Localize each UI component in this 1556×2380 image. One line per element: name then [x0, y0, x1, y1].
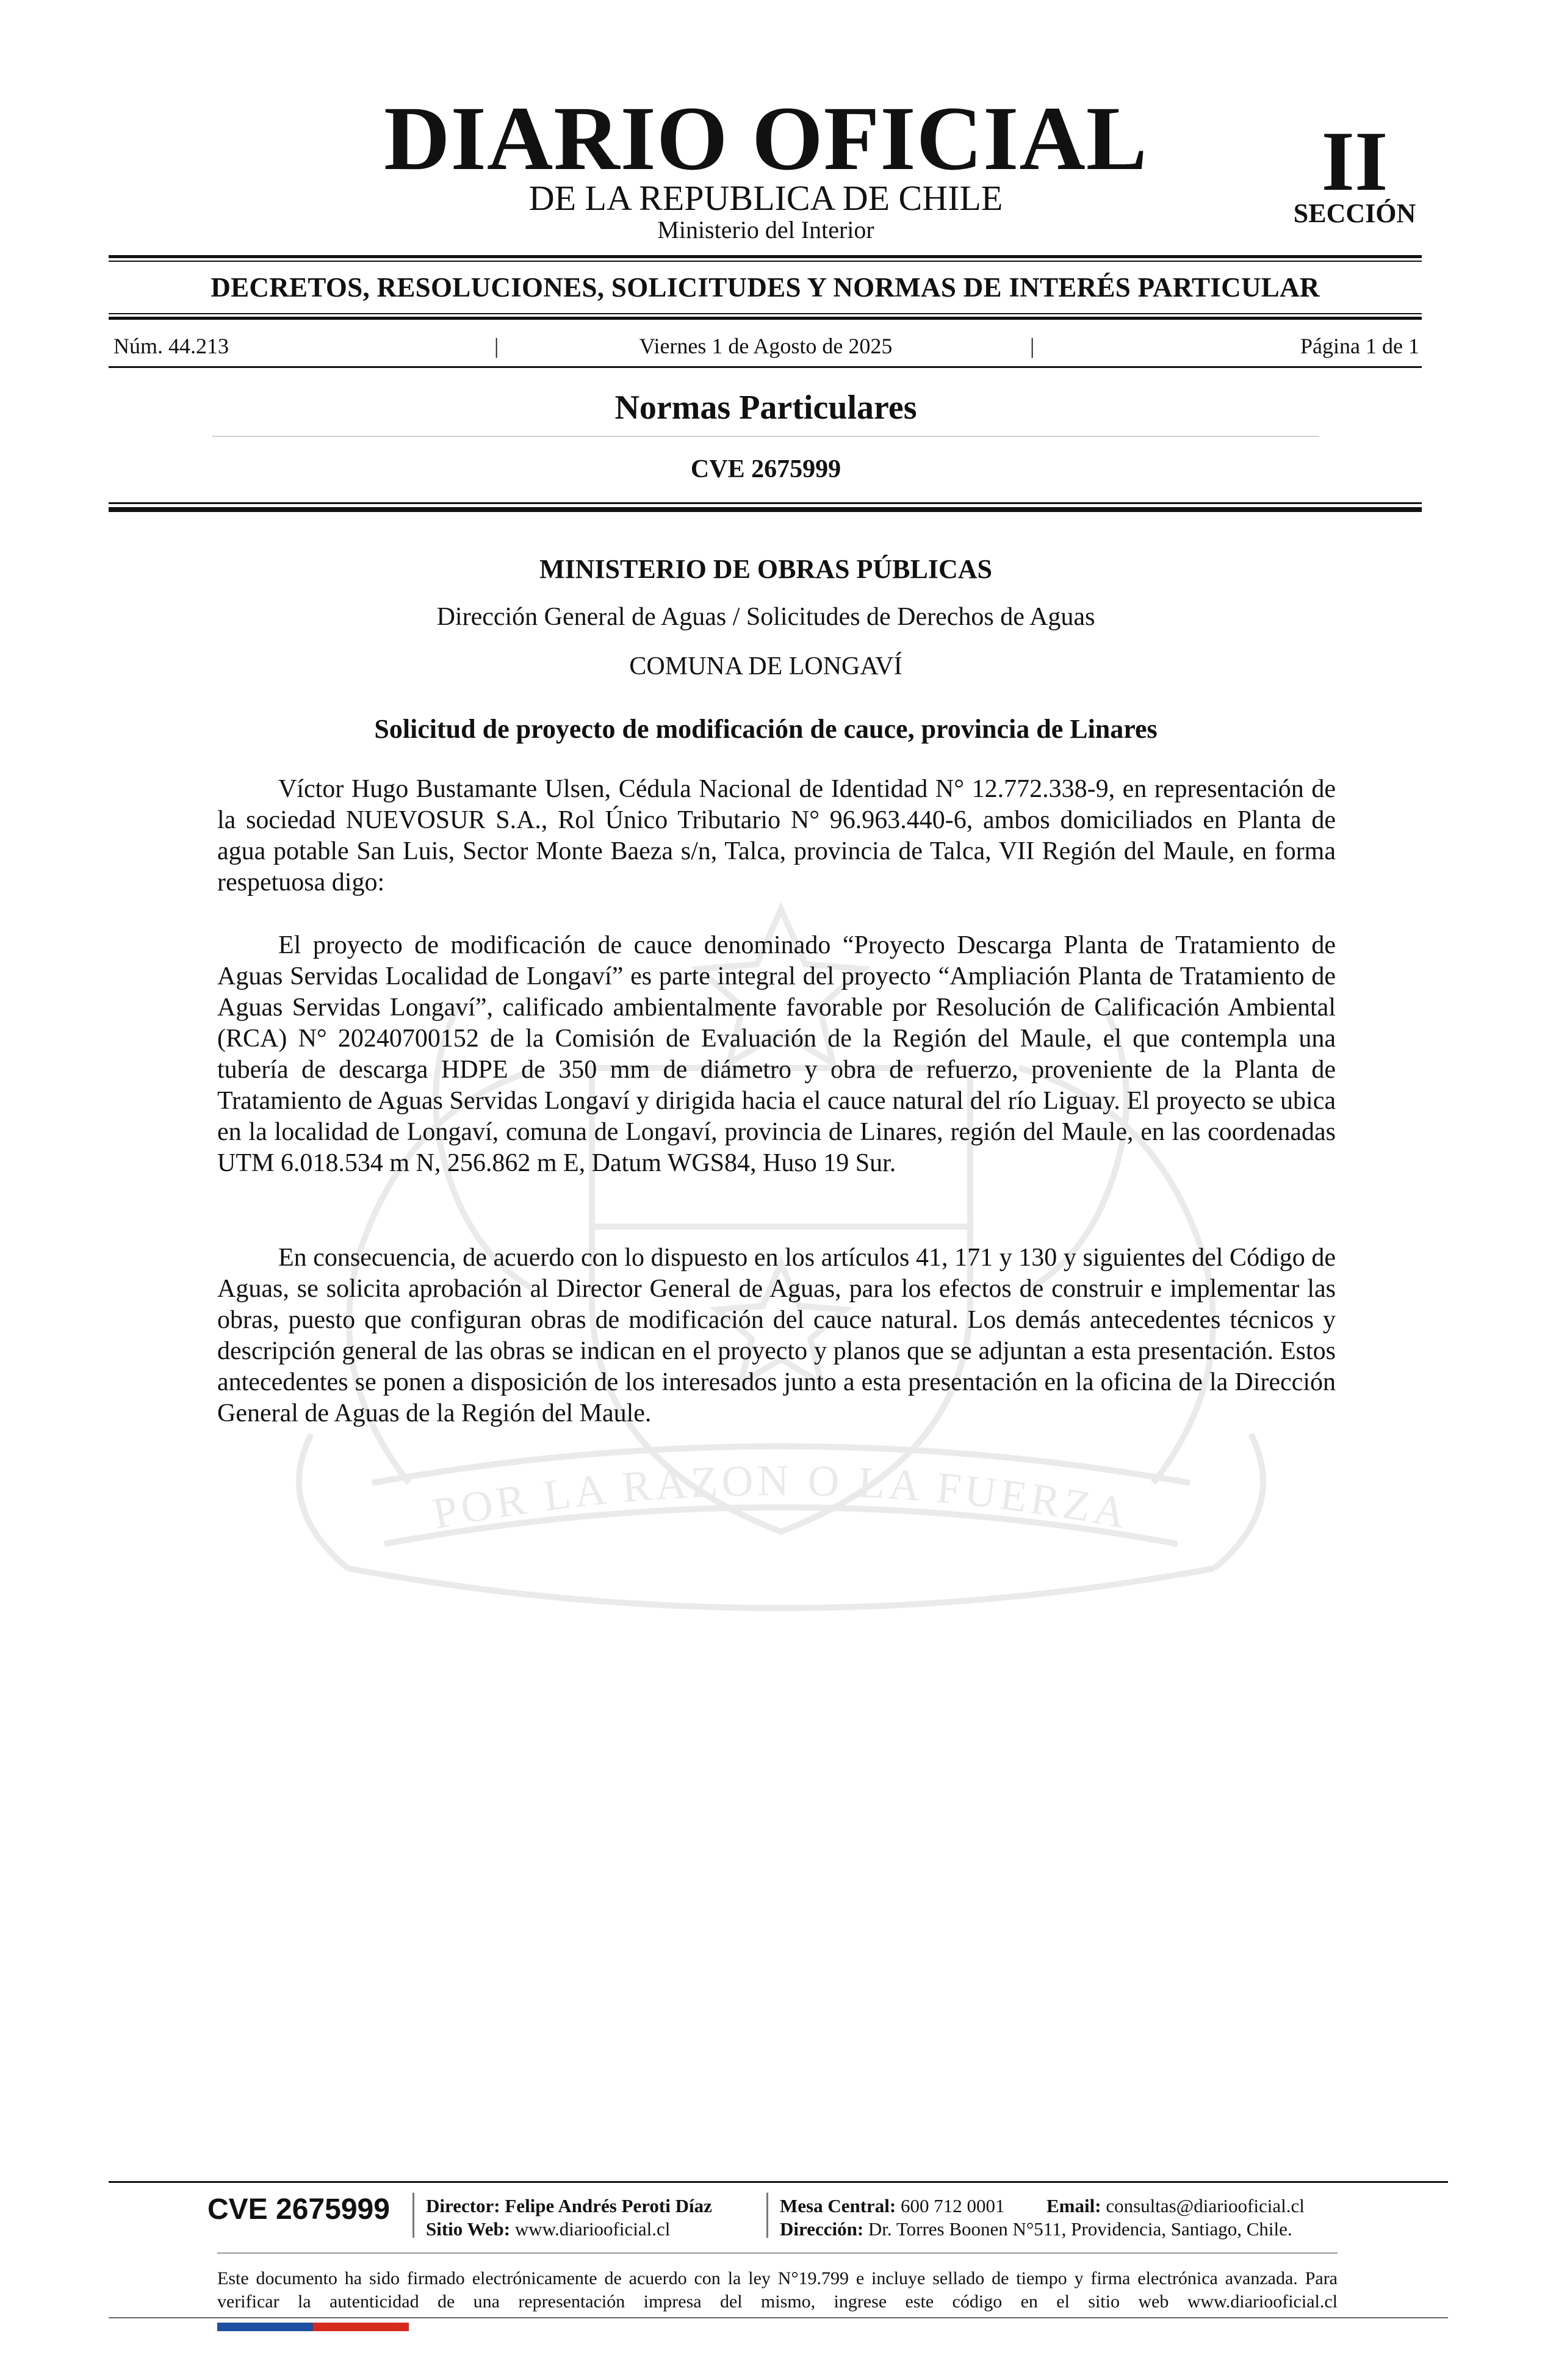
director-name: Felipe Andrés Peroti Díaz — [505, 2195, 712, 2216]
flag-stripe-blue — [217, 2323, 313, 2331]
issue-rule — [109, 366, 1422, 368]
site-label: Sitio Web: — [426, 2218, 511, 2240]
footer-phone — [780, 2196, 1005, 2215]
body-paragraph: El proyecto de modificación de cauce denominado “Proyecto Descarga Planta de Tratamiento de Aguas Servidas Localidad de Longaví” es parte integral del proyecto “Ampliación Planta de Tratamiento de Aguas Servidas Longaví”, calificado ambientalmente favorable por Resolución de Calificación Ambiental (RCA) N° 20240700152 de la Comisión de Evaluación de la Región del Maule, el que contempla una tubería de descarga HDPE de 350 mm de diámetro y obra de refuerzo, proveniente de la Planta de Tratamiento de Aguas Servidas Longaví y dirigida hacia el cauce natural del río Liguay. El proyecto se ubica en la localidad de Longaví, comuna de Longaví, provincia de Linares, región del Maule, en las coordenadas UTM 6.018.534 m N, 256.862 m E, Datum WGS84, Huso 19 Sur. — [217, 931, 1336, 1177]
email-link[interactable]: consultas@diariooficial.cl — [1106, 2195, 1305, 2216]
newspaper-title: DIARIO OFICIAL — [384, 88, 1148, 189]
masthead-rule-top — [109, 255, 1422, 258]
page-indicator: Página 1 de 1 — [1300, 334, 1419, 358]
body-paragraph: Víctor Hugo Bustamante Ulsen, Cédula Nacional de Identidad N° 12.772.338-9, en representación de la sociedad NUEVOSUR S.A., Rol Único Tributario N° 96.963.440-6, ambos domiciliados en Planta de agua potable San Luis, Sector Monte Baeza s/n, Talca, provincia de Talca, VII Región del Maule, en forma respetuosa digo: — [217, 775, 1336, 896]
ministry-heading: MINISTERIO DE OBRAS PÚBLICAS — [539, 554, 993, 584]
header-rule-thick — [109, 507, 1422, 512]
section-number: II — [1321, 114, 1388, 209]
address-value: Dr. Torres Boonen N°511, Providencia, Santiago, Chile. — [868, 2218, 1292, 2240]
phone-number: 600 712 0001 — [901, 2195, 1005, 2216]
footer-divider — [412, 2193, 414, 2238]
category-heading: DECRETOS, RESOLUCIONES, SOLICITUDES Y NORMAS DE INTERÉS PARTICULAR — [211, 272, 1320, 303]
site-link[interactable]: www.diariooficial.cl — [514, 2218, 671, 2240]
footer-rule-bottom — [109, 2317, 1448, 2318]
issue-separator: | — [1030, 334, 1035, 358]
masthead-rule-thin — [109, 261, 1422, 262]
issue-separator: | — [494, 334, 499, 358]
email-label: Email: — [1046, 2195, 1101, 2216]
footer-cve-code: CVE 2675999 — [207, 2193, 390, 2226]
category-rule-thick — [109, 317, 1422, 320]
footer-divider — [766, 2193, 768, 2238]
category-rule-thin — [109, 313, 1422, 314]
ministry-label: Ministerio del Interior — [657, 216, 874, 243]
footer-address — [780, 2220, 1292, 2238]
issue-date: Viernes 1 de Agosto de 2025 — [639, 334, 893, 358]
flag-stripe-red — [313, 2323, 409, 2331]
newspaper-subtitle: DE LA REPUBLICA DE CHILE — [528, 178, 1003, 218]
cve-code: CVE 2675999 — [690, 455, 841, 483]
direction-heading: Dirección General de Aguas / Solicitudes de Derechos de Aguas — [436, 603, 1095, 631]
footer-rule-top — [109, 2181, 1448, 2183]
footer-website — [426, 2220, 670, 2238]
footer-director — [426, 2196, 712, 2215]
section-label: SECCIÓN — [1293, 198, 1416, 228]
issue-number: Núm. 44.213 — [113, 334, 229, 358]
body-paragraph: En consecuencia, de acuerdo con lo dispuesto en los artículos 41, 171 y 130 y siguientes del Código de Aguas, se solicita aprobación al Director General de Aguas, para los efectos de construir e implementar las obras, puesto que configuran obras de modificación del cauce natural. Los demás antecedentes técnicos y descripción general de las obras se indican en el proyecto y planos que se adjuntan a esta presentación. Estos antecedentes se ponen a disposición de los interesados junto a esta presentación en la oficina de la Dirección General de Aguas de la Región del Maule. — [217, 1244, 1336, 1427]
footer-rule-middle — [217, 2252, 1338, 2254]
watermark-motto-text: POR LA RAZON O LA FUERZA — [428, 1455, 1134, 1538]
address-label: Dirección: — [780, 2218, 864, 2240]
signature-notice: Este documento ha sido firmado electrónicamente de acuerdo con la ley N°19.799 e incluye sellado de tiempo y firma electrónica avanzada. Para verificar la autenticidad de una representación impresa del mismo, ingrese este código en el sitio web www.diariooficial.cl — [217, 2268, 1338, 2312]
section-title: Normas Particulares — [614, 389, 917, 427]
norms-title-underline — [212, 436, 1319, 437]
commune-heading: COMUNA DE LONGAVÍ — [629, 652, 902, 680]
director-label: Director: — [426, 2195, 500, 2216]
request-title: Solicitud de proyecto de modificación de cauce, provincia de Linares — [374, 714, 1158, 744]
phone-label: Mesa Central: — [780, 2195, 896, 2216]
footer-email — [1046, 2196, 1305, 2215]
header-rule-thin — [109, 502, 1422, 504]
